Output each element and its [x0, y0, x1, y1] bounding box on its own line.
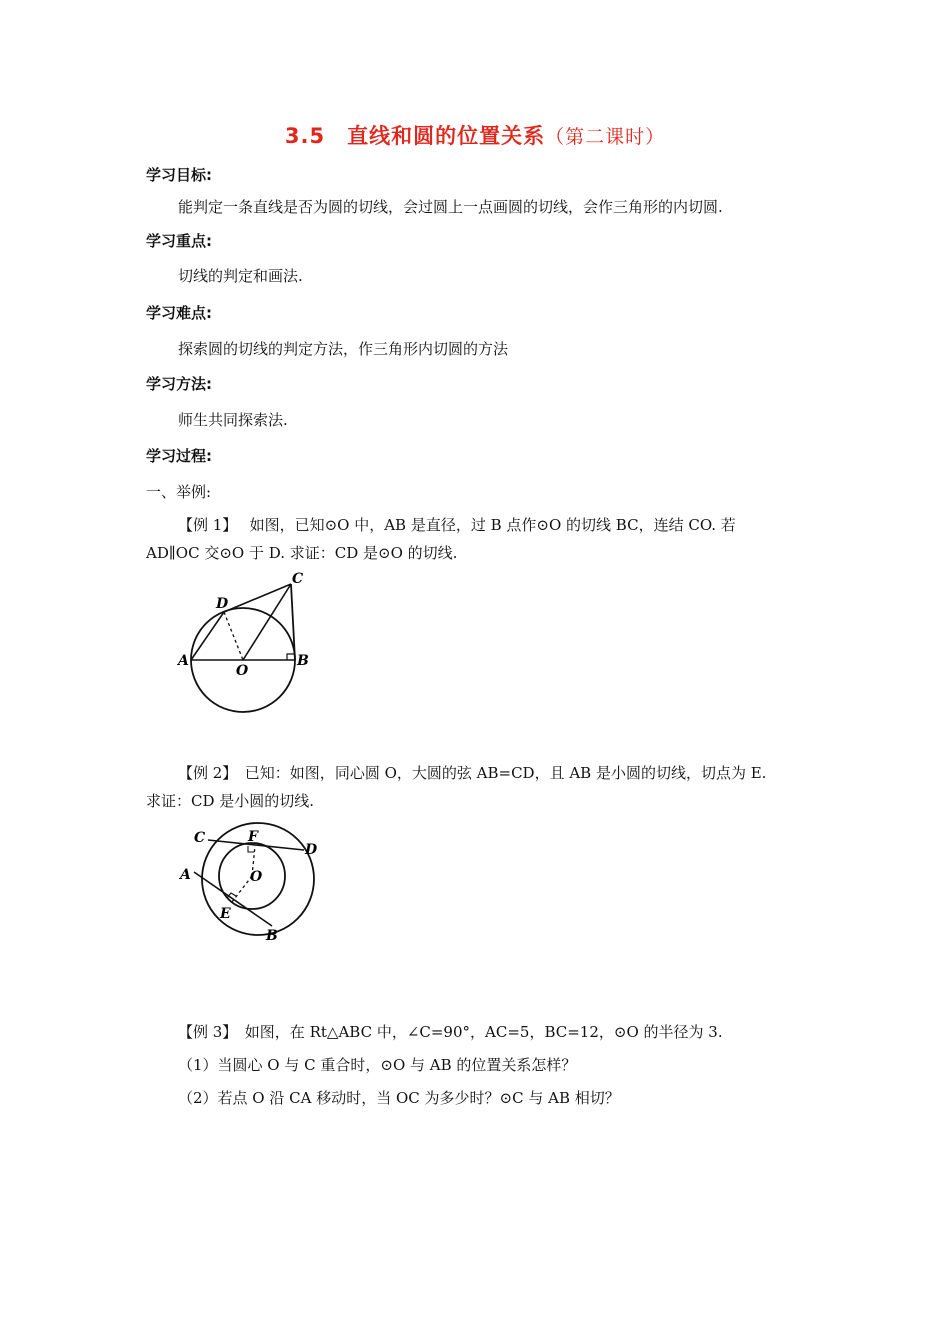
figure2-label-o: O: [250, 869, 263, 885]
method-text: 师生共同探索法.: [178, 411, 288, 429]
page-title: [0, 120, 950, 150]
figure2-label-a: A: [180, 867, 191, 883]
figure1-dashed-od: [224, 612, 243, 660]
figure1-label-o: O: [236, 663, 249, 679]
example1-line2: AD∥OC 交⊙O 于 D. 求证：CD 是⊙O 的切线.: [146, 544, 458, 562]
figure-2-diagram: [172, 822, 332, 948]
figure1-label-d: D: [216, 596, 229, 612]
title-sub: （第二课时）: [545, 126, 666, 148]
figure1-line-dc: [224, 584, 291, 612]
figure2-label-e: E: [220, 906, 231, 922]
figure2-dashed-oe: [232, 876, 252, 902]
method-heading: 学习方法:: [146, 375, 212, 393]
figure1-label-b: B: [297, 653, 309, 669]
figure1-line-oc: [243, 584, 291, 660]
objective-text: 能判定一条直线是否为圆的切线，会过圆上一点画圆的切线，会作三角形的内切圆.: [178, 198, 723, 216]
example3-question1: （1）当圆心 O 与 C 重合时，⊙O 与 AB 的位置关系怎样？: [178, 1056, 577, 1074]
example2-line1: 【例 2】 已知：如图，同心圆 O，大圆的弦 AB=CD，且 AB 是小圆的切线，切点为 E.: [178, 764, 767, 782]
figure2-label-f: F: [248, 829, 258, 845]
figure-1-diagram: [170, 568, 330, 720]
objective-heading: 学习目标:: [146, 166, 212, 184]
key-heading: 学习重点:: [146, 232, 212, 250]
figure2-label-c: C: [194, 830, 206, 846]
figure2-label-b: B: [266, 928, 278, 944]
difficulty-text: 探索圆的切线的判定方法，作三角形内切圆的方法: [178, 340, 509, 358]
figure1-right-angle-mark: [287, 654, 294, 660]
process-heading: 学习过程:: [146, 447, 212, 465]
figure2-right-angle-f: [248, 846, 254, 852]
difficulty-heading: 学习难点:: [146, 304, 212, 322]
figure1-label-c: C: [292, 571, 304, 587]
key-text: 切线的判定和画法.: [178, 267, 303, 285]
figure2-label-d: D: [305, 842, 318, 858]
title-main: 3.5 直线和圆的位置关系: [284, 124, 546, 148]
example3-question2: （2）若点 O 沿 CA 移动时，当 OC 为多少时？⊙C 与 AB 相切？: [178, 1089, 620, 1107]
example3-line1: 【例 3】 如图，在 Rt△ABC 中，∠C=90°，AC=5，BC=12，⊙O 的半径为 3.: [178, 1023, 723, 1041]
section-one-label: 一、举例:: [146, 483, 212, 501]
figure1-label-a: A: [178, 653, 189, 669]
example2-line2: 求证：CD 是小圆的切线.: [146, 792, 315, 810]
example1-line1: 【例 1】 如图，已知⊙O 中，AB 是直径，过 B 点作⊙O 的切线 BC，连结 CO. 若: [178, 516, 736, 534]
